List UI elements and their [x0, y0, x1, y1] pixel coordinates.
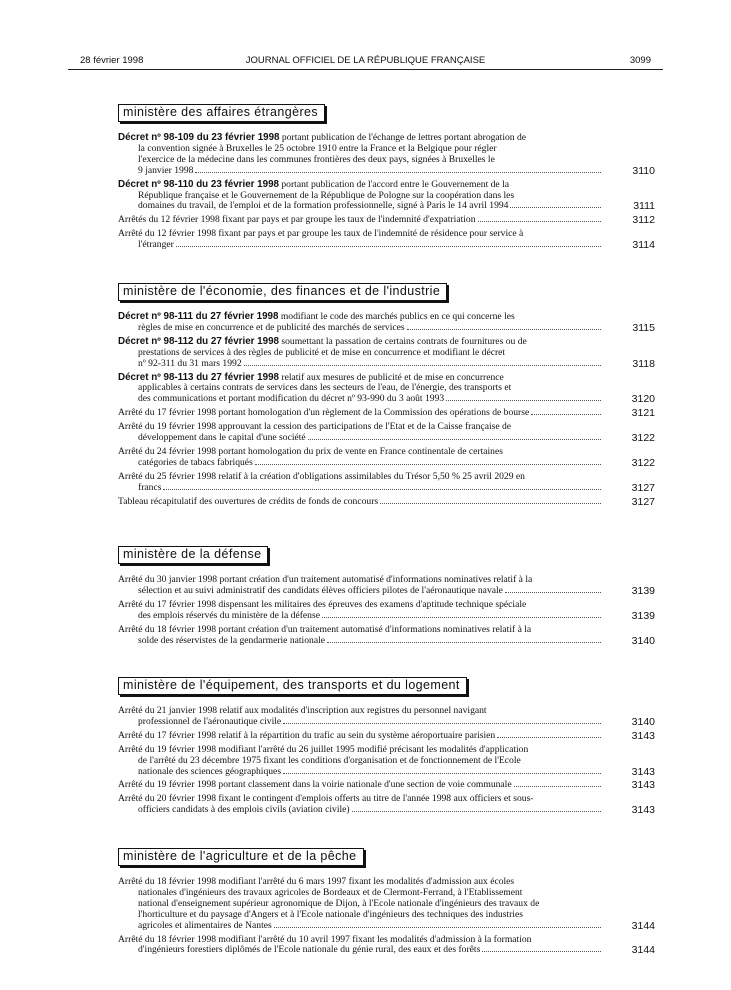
dot-leader	[255, 464, 601, 465]
section-economie-finances-industrie	[118, 282, 655, 511]
page-reference: 3112	[632, 214, 655, 227]
section-title: ministère de l'économie, des finances et de l'industrie	[118, 283, 447, 301]
dot-leader	[274, 927, 601, 928]
entry-text: Arrêté du 24 février 1998 portant homologation du prix de vente en France continentale de certaines	[118, 445, 503, 457]
header-journal-title: JOURNAL OFFICIEL DE LA RÉPUBLIQUE FRANÇAISE	[245, 55, 486, 66]
entry-last-line	[118, 717, 603, 728]
entry-last-line	[118, 215, 603, 226]
toc-entry	[118, 706, 655, 728]
entry-continuation-line: national d'enseignement supérieur agronomique de Dijon, à l'Ecole nationale d'ingénieurs des travaux de	[138, 897, 540, 909]
dot-leader	[322, 617, 601, 618]
entry-text: soumettant la passation de certains contrats de fournitures ou de	[278, 335, 527, 347]
page-reference: 3139	[631, 584, 655, 597]
dot-leader	[446, 400, 601, 401]
decree-reference: Décret nº 98-110 du 23 février 1998	[118, 178, 279, 190]
toc-entry	[118, 497, 655, 508]
entry-first-line	[118, 625, 603, 636]
toc-entry	[118, 337, 655, 370]
page-reference: 3110	[632, 164, 655, 177]
toc-entry	[118, 780, 655, 791]
entry-first-line	[118, 472, 603, 483]
page-reference: 3140	[631, 715, 655, 728]
entry-text: modifiant le code des marchés publics en ce qui concerne les	[278, 311, 515, 322]
entry-continuation-line: la convention signée à Bruxelles le 25 octobre 1910 entre la France et la Belgique pour régler	[138, 142, 497, 154]
entry-last-line	[118, 921, 603, 932]
entry-last-line	[118, 166, 603, 177]
entry-last-line	[118, 767, 603, 778]
entry-last-line	[118, 780, 603, 791]
entry-text: officiers candidats à des emplois civils (aviation civile)	[138, 804, 350, 816]
entry-text: Arrêté du 17 février 1998 relatif à la répartition du trafic au sein du système aéroportuaire parisien	[118, 729, 496, 741]
section-title: ministère de l'équipement, des transports et du logement	[118, 677, 467, 695]
toc-entry	[118, 877, 655, 932]
entry-text: Arrêté du 19 février 1998 modifiant l'arrêté du 26 juillet 1995 modifié précisant les modalités d'application	[118, 743, 529, 755]
entry-last-line	[118, 323, 603, 334]
toc-entry	[118, 600, 655, 622]
entry-text: Arrêté du 18 février 1998 portant création d'un traitement automatisé d'informations nominatives relatif à la	[118, 623, 532, 635]
toc-entry	[118, 625, 655, 647]
entry-text: catégories de tabacs fabriqués	[138, 456, 253, 468]
entry-first-line	[118, 180, 603, 191]
section-affaires-etrangeres	[118, 103, 655, 254]
section-equipement-transports-logement	[118, 676, 655, 819]
entry-text: Tableau récapitulatif des ouvertures de crédits de fonds de concours	[118, 495, 379, 507]
entry-text: des communications et portant modification du décret nº 93-990 du 3 août 1993	[138, 393, 445, 405]
page-reference: 3140	[631, 634, 655, 647]
entry-last-line	[118, 483, 603, 494]
page-reference: 3144	[631, 919, 655, 932]
entry-continuation-line: l'horticulture et du paysage d'Angers et à l'Ecole nationale d'ingénieurs des techniques des industries	[138, 908, 523, 920]
section-agriculture-peche	[118, 847, 655, 959]
entry-last-line	[118, 731, 603, 742]
entry-text: portant publication de l'accord entre le Gouvernement de la	[278, 178, 510, 190]
toc-entry	[118, 794, 655, 816]
toc-entry	[118, 133, 655, 177]
entry-last-line	[118, 497, 603, 508]
page-reference: 3144	[631, 944, 655, 957]
entry-continuation-line: République française et le Gouvernement de la République de Pologne sur la coopération dans les	[138, 189, 515, 201]
page-reference: 3111	[633, 200, 655, 213]
page-reference: 3122	[631, 432, 655, 445]
entry-continuation-line: applicables à certains contrats de services dans les secteurs de l'eau, de l'énergie, des transports et	[138, 382, 512, 394]
dot-leader	[497, 737, 601, 738]
toc-entry	[118, 935, 655, 957]
header-page-number: 3099	[629, 55, 651, 66]
toc-entry	[118, 312, 655, 334]
entry-last-line	[118, 586, 603, 597]
entry-last-line	[118, 458, 603, 469]
page-reference: 3143	[631, 765, 655, 778]
entry-text: Arrêté du 12 février 1998 fixant par pays et par groupe les taux de l'indemnité de résidence pour service à	[118, 228, 524, 240]
entry-last-line	[118, 201, 603, 212]
page-reference: 3127	[631, 495, 655, 508]
entry-first-line	[118, 745, 603, 756]
entry-text: portant publication de l'échange de lettres portant abrogation de	[279, 132, 527, 143]
header-rule	[68, 69, 663, 70]
entry-text: professionnel de l'aéronautique civile	[138, 715, 282, 727]
page-reference: 3122	[631, 456, 655, 469]
dot-leader	[283, 723, 601, 724]
entry-text: Arrêté du 19 février 1998 approuvant la cession des participations de l'Etat et de la Caisse française de	[118, 421, 512, 433]
entry-text: Arrêté du 17 février 1998 dispensant les militaires des épreuves des examens d'aptitude technique spéciale	[118, 598, 527, 610]
section-title: ministère de l'agriculture et de la pêche	[118, 848, 364, 866]
dot-leader	[308, 439, 601, 440]
entry-continuation-line: prestations de services à des règles de publicité et de mise en concurrence et modifiant le décret	[138, 346, 506, 358]
toc-entry	[118, 447, 655, 469]
entry-text: Arrêté du 21 janvier 1998 relatif aux modalités d'inscription aux registres du personnel navigant	[118, 705, 487, 716]
entry-text: Arrêté du 18 février 1998 modifiant l'arrêté du 10 avril 1997 fixant les modalités d'admission à la formation	[118, 933, 532, 945]
entry-text: Arrêté du 17 février 1998 portant homologation d'un règlement de la Commission des opérations de bourse	[118, 407, 530, 419]
entry-last-line	[118, 433, 603, 444]
entry-last-line	[118, 636, 603, 647]
toc-entry	[118, 422, 655, 444]
entry-text: nº 92-311 du 31 mars 1992	[138, 357, 242, 369]
entry-text: Arrêté du 18 février 1998 modifiant l'arrêté du 6 mars 1997 fixant les modalités d'admission aux écoles	[118, 876, 515, 887]
entry-text: agricoles et alimentaires de Nantes	[138, 919, 272, 931]
toc-entry	[118, 229, 655, 251]
entry-text: l'étranger	[138, 239, 174, 251]
toc-entry	[118, 215, 655, 226]
entry-last-line	[118, 240, 603, 251]
entry-last-line	[118, 408, 603, 419]
dot-leader	[283, 773, 601, 774]
toc-entry	[118, 575, 655, 597]
entry-text: domaines du travail, de l'emploi et de la formation professionnelle, signé à Paris le 14 avril 1994	[138, 200, 509, 212]
dot-leader	[531, 414, 601, 415]
entry-text: Arrêté du 20 février 1998 fixant le contingent d'emplois offerts au titre de l'année 1998 aux officiers et sous-	[118, 793, 534, 805]
toc-entry	[118, 745, 655, 778]
dot-leader	[407, 329, 601, 330]
dot-leader	[163, 489, 601, 490]
entry-continuation-line: l'exercice de la médecine dans les communes frontières des deux pays, signées à Bruxelles le	[138, 153, 495, 165]
entry-text: solde des réservistes de la gendarmerie nationale	[138, 634, 326, 646]
section-title: ministère de la défense	[118, 546, 268, 564]
entry-text: Arrêté du 30 janvier 1998 portant création d'un traitement automatisé d'informations nominatives relatif à la	[118, 574, 533, 585]
entry-last-line	[118, 359, 603, 370]
toc-entry	[118, 180, 655, 213]
decree-reference: Décret nº 98-113 du 27 février 1998	[118, 371, 279, 383]
section-title: ministère des affaires étrangères	[118, 104, 325, 122]
page-reference: 3139	[631, 609, 655, 622]
entry-text: Arrêté du 25 février 1998 relatif à la création d'obligations assimilables du Trésor 5,50 % 25 avril 2029 en	[118, 470, 525, 482]
toc-entry	[118, 373, 655, 406]
entry-last-line	[118, 394, 603, 405]
page-reference: 3120	[631, 393, 655, 406]
entry-text: Arrêtés du 12 février 1998 fixant par pays et par groupe les taux de l'indemnité d'expatriation	[118, 214, 476, 226]
dot-leader	[505, 592, 601, 593]
page-reference: 3115	[632, 321, 655, 334]
entry-first-line	[118, 229, 603, 240]
entry-text: Arrêté du 19 février 1998 portant classement dans la voirie nationale d'une section de voie communale	[118, 779, 512, 791]
decree-reference: Décret nº 98-109 du 23 février 1998	[118, 132, 280, 143]
page-reference: 3127	[631, 481, 655, 494]
page-reference: 3114	[632, 239, 655, 252]
entry-last-line	[118, 805, 603, 816]
entry-text: 9 janvier 1998	[138, 164, 194, 176]
entry-text: règles de mise en concurrence et de publicité des marchés de services	[138, 321, 405, 333]
decree-reference: Décret nº 98-111 du 27 février 1998	[118, 311, 279, 322]
page-reference: 3143	[631, 779, 655, 792]
page-reference: 3143	[631, 729, 655, 742]
dot-leader	[327, 642, 601, 643]
entry-text: relatif aux mesures de publicité et de mise en concurrence	[278, 371, 504, 383]
page-reference: 3118	[632, 357, 655, 370]
header-date: 28 février 1998	[80, 55, 144, 66]
dot-leader	[482, 951, 601, 952]
dot-leader	[380, 503, 601, 504]
entry-text: sélection et au suivi administratif des candidats élèves officiers pilotes de l'aéronautique navale	[138, 584, 503, 596]
dot-leader	[195, 172, 601, 173]
toc-entry	[118, 472, 655, 494]
dot-leader	[352, 811, 601, 812]
entry-text: développement dans le capital d'une société	[138, 432, 306, 444]
dot-leader	[176, 246, 601, 247]
page-reference: 3121	[631, 407, 655, 420]
dot-leader	[244, 365, 601, 366]
entry-last-line	[118, 611, 603, 622]
toc-entry	[118, 731, 655, 742]
decree-reference: Décret nº 98-112 du 27 février 1998	[118, 335, 279, 347]
page-reference: 3143	[631, 804, 655, 817]
dot-leader	[478, 221, 601, 222]
toc-entry	[118, 408, 655, 419]
entry-text: d'ingénieurs forestiers diplômés de l'Ecole nationale du génie rural, des eaux et des forêts	[138, 944, 481, 956]
entry-continuation-line: nationales d'ingénieurs des travaux agricoles de Bordeaux et de Clermont-Ferrand, à l'Etablissement	[138, 886, 523, 898]
section-defense	[118, 545, 655, 649]
entry-text: nationale des sciences géographiques	[138, 765, 282, 777]
entry-text: des emplois réservés du ministère de la défense	[138, 609, 320, 621]
entry-continuation-line: de l'arrêté du 23 décembre 1975 fixant les conditions d'organisation et de fonctionnement de l'Ecole	[138, 754, 521, 766]
dot-leader	[510, 207, 601, 208]
entry-text: francs	[138, 481, 162, 493]
dot-leader	[514, 786, 601, 787]
entry-last-line	[118, 945, 603, 956]
